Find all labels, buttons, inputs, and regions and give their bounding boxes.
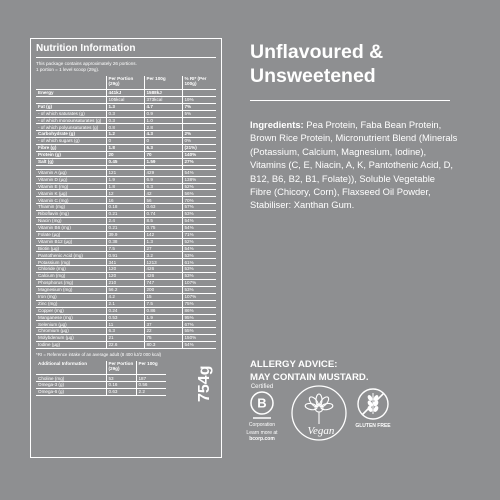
nutrition-cell: 54% — [182, 342, 216, 349]
additional-cell: 0.16 — [106, 382, 136, 389]
nutrition-cell: Selenium (µg) — [36, 321, 106, 328]
nutrition-cell: 426 — [144, 273, 182, 280]
nutrition-cell: 16 — [106, 197, 144, 204]
nutrition-cell: 1.9 — [106, 176, 144, 183]
nutrition-cell: 0.63 — [144, 204, 182, 211]
additional-header-row — [36, 361, 166, 375]
nutrition-cell: 105kcal — [106, 96, 144, 103]
nutrition-cell: 140% — [182, 152, 216, 159]
nutrition-cell: 0% — [182, 138, 216, 145]
nutrition-cell: Molybdenum (µg) — [36, 335, 106, 342]
product-title — [250, 40, 470, 88]
header-nutrient — [36, 76, 106, 90]
additional-header-label: Additional Information — [36, 361, 106, 375]
nutrition-cell: 0.3 — [106, 110, 144, 117]
nutrition-title: Nutrition Information — [36, 43, 216, 58]
allergy-text: MAY CONTAIN MUSTARD. — [250, 372, 369, 383]
additional-header-portion: Per Portion (29g) — [106, 361, 136, 375]
nutrition-cell: 0.9 — [144, 110, 182, 117]
table-row — [36, 293, 216, 300]
nutrition-cell: 11 — [106, 321, 144, 328]
nutrition-cell: 0.75 — [144, 224, 182, 231]
nutrition-cell: 54% — [182, 218, 216, 225]
nutrition-cell: Vitamin C (mg) — [36, 197, 106, 204]
title-divider — [250, 100, 450, 101]
nutrition-cell: 341 — [106, 259, 144, 266]
table-row — [36, 124, 216, 131]
table-row — [36, 110, 216, 117]
nutrition-cell: 22 — [144, 328, 182, 335]
nutrition-cell: 2.8 — [144, 124, 182, 131]
nutrition-cell: 5% — [182, 110, 216, 117]
nutrition-cell: 54% — [182, 224, 216, 231]
nutrition-cell: 0.24 — [106, 307, 144, 314]
ingredients-label: Ingredients: — [250, 119, 304, 130]
table-row — [36, 321, 216, 328]
nutrition-cell: 56.2 — [106, 286, 144, 293]
nutrition-cell: 53% — [182, 266, 216, 273]
nutrition-cell: 1.0 — [144, 117, 182, 124]
gluten-free-logo — [350, 384, 396, 435]
nutrition-cell: Biotin (µg) — [36, 245, 106, 252]
nutrition-cell: Fibre (g) — [36, 145, 106, 152]
nutrition-cell: 1.8 — [106, 183, 144, 190]
nutrition-cell: 86% — [182, 307, 216, 314]
table-row — [36, 190, 216, 197]
net-weight: 754g — [196, 365, 213, 402]
nutrition-cell: 150% — [182, 335, 216, 342]
nutrition-cell: Vitamin D (µg) — [36, 176, 106, 183]
vegan-sunflower-icon — [290, 384, 348, 446]
nutrition-cell: 429 — [144, 169, 182, 176]
nutrition-cell: 138% — [182, 176, 216, 183]
nutrition-cell: 120 — [106, 273, 144, 280]
nutrition-cell: 7.5 — [106, 245, 144, 252]
nutrition-cell: 55% — [182, 328, 216, 335]
table-row — [36, 131, 216, 138]
nutrition-cell: 107% — [182, 293, 216, 300]
nutrition-cell: Energy — [36, 90, 106, 97]
table-row — [36, 218, 216, 225]
nutrition-cell: Protein (g) — [36, 152, 106, 159]
nutrition-cell: 0 — [144, 138, 182, 145]
nutrition-cell: 53% — [182, 252, 216, 259]
nutrition-cell: 20 — [106, 152, 144, 159]
nutrition-cell: Carbohydrate (g) — [36, 131, 106, 138]
nutrition-cell: 42 — [144, 190, 182, 197]
table-row — [36, 238, 216, 245]
nutrition-cell: 1588kJ — [144, 90, 182, 97]
nutrition-cell: 0.21 — [106, 211, 144, 218]
bcorp-letter: B — [257, 395, 267, 411]
nutrition-cell: 1.8 — [106, 145, 144, 152]
nutrition-cell: 19% — [182, 96, 216, 103]
nutrition-cell: 1.3 — [106, 103, 144, 110]
ingredients-list: Pea Protein, Faba Bean Protein, Brown Rice Protein, Micronutrient Blend (Minerals (Potassium, Calcium, Magnesium, Iodine), Vitamins (C, E, Niacin, A, K, Pantothenic Acid, D, B12, B6, B2, B1, Folate)), Soluble Vegetable Fibre (Chicory, Corn), Flaxseed Oil Powder, Stabiliser: Xanthan Gum. — [250, 119, 458, 211]
nutrition-cell: 7% — [182, 103, 216, 110]
nutrition-cell: 142 — [144, 231, 182, 238]
nutrition-cell: Niacin (mg) — [36, 218, 106, 225]
bcorp-logo — [240, 384, 284, 442]
table-row — [36, 266, 216, 273]
nutrition-cell: 15 — [144, 293, 182, 300]
nutrition-cell: 54% — [182, 169, 216, 176]
table-row — [36, 300, 216, 307]
allergy-advice — [250, 358, 369, 384]
nutrition-cell: 0.45 — [106, 158, 144, 165]
nutrition-cell: 120 — [106, 266, 144, 273]
nutrition-cell: 56% — [182, 190, 216, 197]
nutrition-cell: 39.9 — [106, 231, 144, 238]
nutrition-cell: 6.3 — [144, 145, 182, 152]
table-row — [36, 252, 216, 259]
nutrition-cell: 27% — [182, 158, 216, 165]
nutrition-cell: Folate (µg) — [36, 231, 106, 238]
bcorp-b-icon — [249, 390, 275, 420]
nutrition-cell: 53% — [182, 211, 216, 218]
additional-cell: Omega-3 (g) — [36, 382, 106, 389]
nutrition-cell: 210 — [106, 280, 144, 287]
nutrition-cell: Copper (mg) — [36, 307, 106, 314]
nutrition-cell: 61% — [182, 259, 216, 266]
nutrition-cell — [182, 117, 216, 124]
nutrition-cell: - of which sugars (g) — [36, 138, 106, 145]
portion-size: 1 portion = 1 level scoop (29g). — [36, 67, 100, 72]
table-row — [36, 197, 216, 204]
nutrition-cell: 2.1 — [106, 300, 144, 307]
nutrition-cell: 6.9 — [144, 176, 182, 183]
nutrition-cell: 7.5 — [144, 300, 182, 307]
allergy-heading: ALLERGY ADVICE: — [250, 359, 338, 370]
nutrition-header-row — [36, 76, 216, 90]
nutrition-cell: Riboflavin (mg) — [36, 211, 106, 218]
table-row — [36, 259, 216, 266]
gluten-free-label: GLUTEN FREE — [355, 423, 391, 429]
nutrition-cell: 3.2 — [144, 252, 182, 259]
table-row — [36, 158, 216, 165]
nutrition-cell: 4.7 — [144, 103, 182, 110]
nutrition-cell: 56 — [144, 197, 182, 204]
table-row — [36, 169, 216, 176]
ri-note: *RI = Reference intake of an average adult (8 400 kJ/2 000 kcal) — [36, 351, 162, 357]
nutrition-cell: 75 — [144, 335, 182, 342]
nutrition-cell: 1.59 — [144, 158, 182, 165]
nutrition-cell: 1.2 — [106, 131, 144, 138]
table-row — [36, 183, 216, 190]
nutrition-cell: 0.38 — [106, 238, 144, 245]
nutrition-cell: 53% — [182, 273, 216, 280]
nutrition-cell: 0.53 — [106, 314, 144, 321]
nutrition-cell: Potassium (mg) — [36, 259, 106, 266]
additional-header-100g: Per 100g — [136, 361, 166, 375]
header-ri: % RI* (Per 100g) — [182, 76, 216, 90]
table-row — [36, 273, 216, 280]
nutrition-cell: Vitamin B12 (µg) — [36, 238, 106, 245]
additional-cell: Choline (mg) — [36, 375, 106, 382]
nutrition-cell: 1.3 — [144, 238, 182, 245]
nutrition-cell: Chloride (mg) — [36, 266, 106, 273]
nutrition-cell: 80.3 — [144, 342, 182, 349]
nutrition-panel — [30, 38, 222, 458]
vegan-label: Vegan — [307, 425, 335, 437]
gluten-free-wheat-icon — [350, 384, 396, 430]
nutrition-cell — [36, 96, 106, 103]
table-row — [36, 342, 216, 349]
nutrition-cell: 12 — [106, 190, 144, 197]
nutrition-cell: Phosphorus (mg) — [36, 280, 106, 287]
table-row — [36, 314, 216, 321]
table-row — [36, 117, 216, 124]
nutrition-cell: 52% — [182, 183, 216, 190]
nutrition-cell: Iodine (µg) — [36, 342, 106, 349]
nutrition-cell: 426 — [144, 266, 182, 273]
portions-line: This package contains approximately 26 portions. — [36, 61, 137, 66]
nutrition-cell: 95% — [182, 314, 216, 321]
nutrition-cell: 37 — [144, 321, 182, 328]
nutrition-cell: 373kcal — [144, 96, 182, 103]
nutrition-cell: Chromium (µg) — [36, 328, 106, 335]
table-row — [36, 152, 216, 159]
table-row — [36, 382, 166, 389]
additional-cell: 2.2 — [136, 389, 166, 396]
nutrition-cell: (21%) — [182, 145, 216, 152]
header-per-100g: Per 100g — [144, 76, 182, 90]
nutrition-cell: 0.86 — [144, 307, 182, 314]
nutrition-cell: 6.3 — [144, 183, 182, 190]
table-row — [36, 389, 166, 396]
nutrition-cell: 441kJ — [106, 90, 144, 97]
table-row — [36, 375, 166, 382]
nutrition-cell: Calcium (mg) — [36, 273, 106, 280]
header-per-portion: Per Portion (29g) — [106, 76, 144, 90]
product-title-line1: Unflavoured & — [250, 41, 384, 63]
table-row — [36, 335, 216, 342]
nutrition-cell: 21 — [106, 335, 144, 342]
ingredients-text — [250, 118, 458, 212]
nutrition-cell: 70% — [182, 197, 216, 204]
nutrition-cell: 0.3 — [106, 117, 144, 124]
table-row — [36, 211, 216, 218]
nutrition-cell: 8.5 — [144, 218, 182, 225]
nutrition-cell: 52% — [182, 238, 216, 245]
table-row — [36, 96, 216, 103]
nutrition-cell: 107% — [182, 280, 216, 287]
nutrition-cell: Thiamin (mg) — [36, 204, 106, 211]
nutrition-cell: 0.91 — [106, 252, 144, 259]
nutrition-cell: Pantothenic Acid (mg) — [36, 252, 106, 259]
table-row — [36, 204, 216, 211]
bcorp-certified: Certified — [250, 384, 274, 390]
nutrition-cell: 200 — [144, 286, 182, 293]
nutrition-cell: 1.9 — [144, 314, 182, 321]
nutrition-cell: 1213 — [144, 259, 182, 266]
nutrition-cell: Fat (g) — [36, 103, 106, 110]
table-row — [36, 145, 216, 152]
nutrition-cell: 54% — [182, 245, 216, 252]
nutrition-cell: Magnesium (mg) — [36, 286, 106, 293]
nutrition-cell: Vitamin B6 (mg) — [36, 224, 106, 231]
additional-cell: 53 — [106, 375, 136, 382]
nutrition-cell: 747 — [144, 280, 182, 287]
nutrition-cell: 0.18 — [106, 204, 144, 211]
nutrition-cell: Vitamin A (µg) — [36, 169, 106, 176]
nutrition-cell: Iron (mg) — [36, 293, 106, 300]
nutrition-cell: 121 — [106, 169, 144, 176]
vegan-logo — [290, 384, 348, 451]
table-row — [36, 224, 216, 231]
nutrition-cell — [182, 90, 216, 97]
nutrition-cell: - of which saturates (g) — [36, 110, 106, 117]
product-title-line2: Unsweetened — [250, 65, 376, 87]
nutrition-cell: 2.4 — [106, 218, 144, 225]
nutrition-cell: 0.8 — [106, 124, 144, 131]
additional-cell: 0.56 — [136, 382, 166, 389]
nutrition-cell: Vitamin K (µg) — [36, 190, 106, 197]
table-row — [36, 328, 216, 335]
bcorp-url: bcorp.com — [249, 436, 275, 442]
table-row — [36, 90, 216, 97]
nutrition-table-body — [36, 90, 216, 349]
nutrition-cell: 53% — [182, 286, 216, 293]
nutrition-cell: 67% — [182, 321, 216, 328]
table-row — [36, 307, 216, 314]
table-row — [36, 103, 216, 110]
table-row — [36, 138, 216, 145]
nutrition-cell: Vitamin E (mg) — [36, 183, 106, 190]
bcorp-learn: Learn more at — [246, 430, 278, 436]
nutrition-cell: 75% — [182, 300, 216, 307]
nutrition-cell: 22.6 — [106, 342, 144, 349]
nutrition-cell: 71% — [182, 231, 216, 238]
additional-cell: 187 — [136, 375, 166, 382]
nutrition-cell: 70 — [144, 152, 182, 159]
table-row — [36, 245, 216, 252]
nutrition-cell: 6.3 — [106, 328, 144, 335]
table-row — [36, 176, 216, 183]
nutrition-cell: 4.3 — [144, 131, 182, 138]
bcorp-corporation: Corporation — [248, 422, 276, 428]
table-row — [36, 286, 216, 293]
table-row — [36, 231, 216, 238]
nutrition-cell: Salt (g) — [36, 158, 106, 165]
nutrition-cell: Zinc (mg) — [36, 300, 106, 307]
nutrition-cell — [182, 124, 216, 131]
nutrition-cell: 27 — [144, 245, 182, 252]
nutrition-cell: 4.2 — [106, 293, 144, 300]
nutrition-cell: 0.74 — [144, 211, 182, 218]
nutrition-cell: 57% — [182, 204, 216, 211]
nutrition-cell: Manganese (mg) — [36, 314, 106, 321]
table-row — [36, 280, 216, 287]
additional-info-table — [36, 361, 166, 396]
nutrition-cell: 0.21 — [106, 224, 144, 231]
nutrition-cell: - of which monounsaturates (g) — [36, 117, 106, 124]
additional-cell: 0.63 — [106, 389, 136, 396]
nutrition-cell: 0 — [106, 138, 144, 145]
nutrition-cell: 2% — [182, 131, 216, 138]
additional-cell: Omega-6 (g) — [36, 389, 106, 396]
nutrition-table — [36, 76, 216, 349]
nutrition-cell: - of which polyunsaturates (g) — [36, 124, 106, 131]
